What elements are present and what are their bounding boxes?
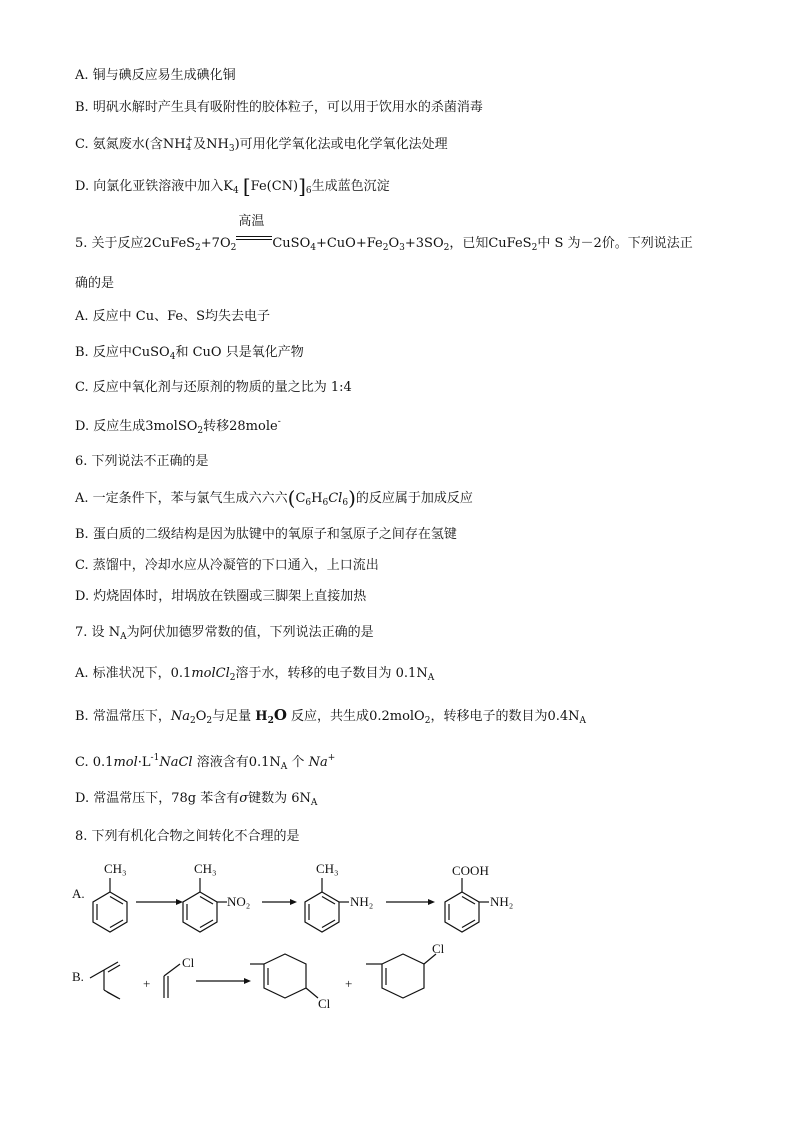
q6-option-d: D. 灼烧固体时，坩埚放在铁圈或三脚架上直接加热 — [75, 589, 367, 604]
q4-option-b: B. 明矾水解时产生具有吸附性的胶体粒子，可以用于饮用水的杀菌消毒 — [75, 100, 483, 115]
vinyl-chloride-structure — [164, 955, 195, 998]
isoprene-structure — [90, 962, 120, 999]
arrow-4 — [196, 978, 251, 984]
cl-label-2: Cl — [318, 996, 331, 1011]
product-2-structure — [366, 941, 445, 998]
q5-option-b: B. 反应中CuSO$_4$和 CuO 只是氧化产物 — [75, 345, 304, 362]
no2-label: NO₂ — [227, 894, 251, 909]
q6-option-a: A. 一定条件下，苯与氯气生成六六六$(C_6H_6Cl_6)$的反应属于加成反应 — [75, 486, 473, 510]
anthranilic-acid-structure — [445, 863, 513, 932]
product-1-structure — [250, 954, 331, 1011]
plus-sign-2: + — [345, 976, 353, 991]
nh2-label-1: NH₂ — [350, 894, 374, 909]
cl-label-3: Cl — [432, 941, 445, 956]
q5-option-c: C. 反应中氧化剂与还原剂的物质的量之比为 1:4 — [75, 380, 352, 395]
q6-stem: 6. 下列说法不正确的是 — [75, 454, 209, 469]
ch3-label-3: CH₃ — [316, 861, 339, 876]
ch3-label-1: CH₃ — [104, 861, 127, 876]
q8-option-a-label: A. — [72, 886, 85, 901]
q6-option-b: B. 蛋白质的二级结构是因为肽键中的氧原子和氢原子之间存在氢键 — [75, 527, 457, 542]
q7-stem: 7. 设 $N_A$为阿伏加德罗常数的值，下列说法正确的是 — [75, 625, 374, 642]
q8-stem: 8. 下列有机化合物之间转化不合理的是 — [75, 829, 300, 844]
q7-option-d: D. 常温常压下，78g 苯含有σ键数为 $6N_A$ — [75, 791, 318, 808]
ch3-label-2: CH₃ — [194, 861, 217, 876]
arrow-2 — [262, 899, 297, 905]
toluene-structure — [93, 861, 127, 932]
q7-option-b: B. 常温常压下，$Na_2O_2$与足量 $H_2O$ 反应，共生成0.2molO$_2$，转移电子的数目为$0.4N_A$ — [75, 706, 587, 726]
cooh-label: COOH — [452, 863, 489, 878]
toluidine-structure — [305, 861, 373, 932]
q4-option-d: D. 向氯化亚铁溶液中加入$K_4$ $[Fe(CN)]_6$生成蓝色沉淀 — [75, 174, 390, 198]
q5-option-d: D. 反应生成3molSO$_2$转移28mole- — [75, 417, 281, 436]
q5-option-a: A. 反应中 Cu、Fe、S均失去电子 — [75, 309, 271, 324]
q6-option-c: C. 蒸馏中，冷却水应从冷凝管的下口通入，上口流出 — [75, 558, 379, 573]
q5-stem: 5. 关于反应$2CuFeS_2+7O_2$ 高温 $CuSO_4+CuO+Fe_2O_3+3SO_2$，已知CuFeS$_2$中 S 为－2价。下列说法正 — [75, 214, 693, 253]
cl-label-1: Cl — [182, 955, 195, 970]
q4-option-c: C. 氨氮废水(含NH + 4 及$NH_3$)可用化学氧化法或电化学氧化法处理 — [75, 135, 448, 154]
q7-option-a: A. 标准状况下，0.1molCl$_2$溶于水，转移的电子数目为 $0.1N_A$ — [75, 666, 435, 683]
nitrotoluene-structure — [183, 861, 250, 932]
q4-option-a: A. 铜与碘反应易生成碘化铜 — [75, 68, 236, 83]
q8-option-b-label: B. — [72, 969, 84, 984]
nh2-label-2: NH₂ — [490, 894, 514, 909]
plus-sign-1: + — [143, 976, 151, 991]
arrow-1 — [136, 899, 183, 905]
q5-stem-line2: 确的是 — [75, 276, 115, 291]
q7-option-c: C. $0.1mol\cdot L^{-1}NaCl$ 溶液含有$0.1N_A$ 个 Na+ — [75, 753, 336, 772]
arrow-3 — [386, 899, 435, 905]
